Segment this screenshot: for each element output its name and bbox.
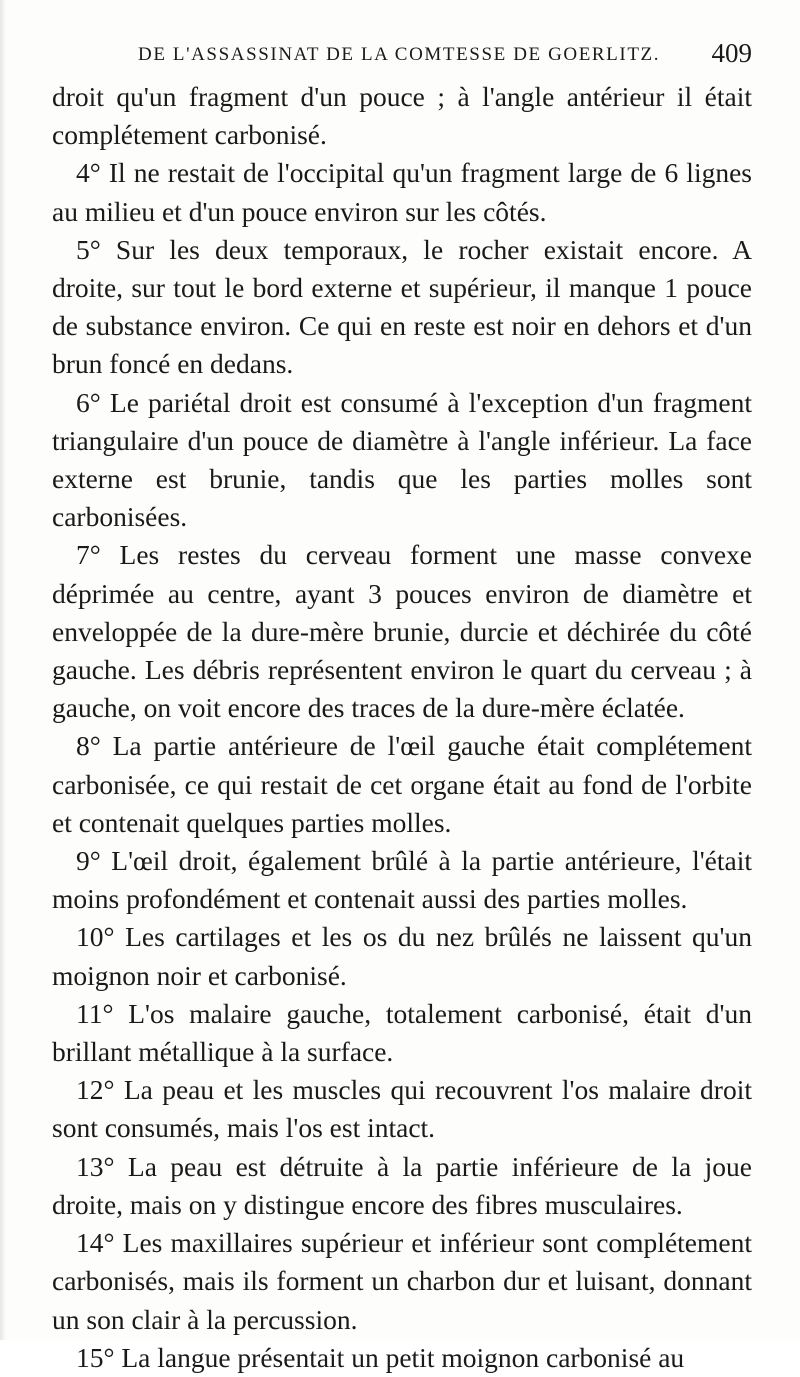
- page-number: 409: [711, 38, 752, 68]
- page-header: [60, 38, 760, 74]
- paragraph-9: 9° L'œil droit, également brûlé à la partie antérieure, l'était moins profondément et contenait aussi des parties molles.: [52, 845, 752, 915]
- paragraph-8: 8° La partie antérieure de l'œil gauche était complétement carbonisée, ce qui restait de cet organe était au fond de l'orbite et contenait quelques parties molles.: [52, 730, 752, 838]
- running-head: DE L'ASSASSINAT DE LA COMTESSE DE GOERLITZ.: [138, 44, 661, 65]
- paragraph-6: 6° Le pariétal droit est consumé à l'exception d'un fragment triangulaire d'un pouce de diamètre à l'angle inférieur. La face externe est brunie, tandis que les parties molles sont carbonisées.: [52, 386, 752, 533]
- paragraph-4: 4° Il ne restait de l'occipital qu'un fragment large de 6 lignes au milieu et d'un pouce environ sur les côtés.: [52, 157, 752, 227]
- paragraph-10: 10° Les cartilages et les os du nez brûlés ne laissent qu'un moignon noir et carbonisé.: [52, 921, 752, 991]
- paragraph-13: 13° La peau est détruite à la partie inférieure de la joue droite, mais on y distingue encore des fibres musculaires.: [52, 1150, 752, 1220]
- paragraph-7: 7° Les restes du cerveau forment une masse convexe déprimée au centre, ayant 3 pouces environ de diamètre et enveloppée de la dure-mère brunie, durcie et déchirée du côté gauche. Les débris représentent environ le quart du cerveau ; à gauche, on voit encore des traces de la dure-mère éclatée.: [52, 539, 752, 724]
- paragraph-12: 12° La peau et les muscles qui recouvrent l'os malaire droit sont consumés, mais l'os est intact.: [52, 1074, 752, 1144]
- paragraph-14: 14° Les maxillaires supérieur et inférieur sont complétement carbonisés, mais ils forment un charbon dur et luisant, donnant un son clair à la percussion.: [52, 1227, 752, 1335]
- paragraph-5: 5° Sur les deux temporaux, le rocher existait encore. A droite, sur tout le bord externe et supérieur, il manque 1 pouce de substance environ. Ce qui en reste est noir en dehors et d'un brun foncé en dedans.: [52, 233, 752, 380]
- body-text: [52, 78, 752, 1377]
- paragraph-11: 11° L'os malaire gauche, totalement carbonisé, était d'un brillant métallique à la surface.: [52, 997, 752, 1068]
- paragraph-continuation: droit qu'un fragment d'un pouce ; à l'angle antérieur il était complétement carbonisé.: [52, 81, 752, 151]
- page-edge-shadow: [0, 0, 6, 1340]
- paragraph-15: 15° La langue présentait un petit moignon carbonisé au: [76, 1341, 685, 1373]
